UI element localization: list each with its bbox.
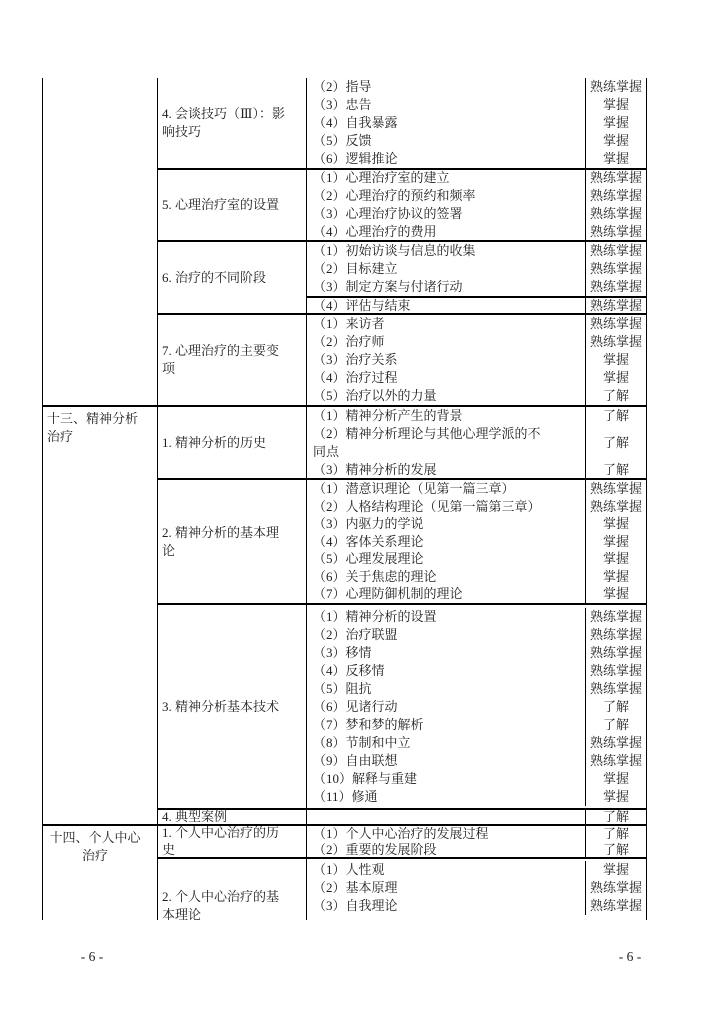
item-row [307,260,646,278]
subitem-text: （6）关于焦虑的理论 [313,568,437,584]
subitem-text: （2）目标建立 [313,260,398,276]
item-subgroup [307,241,646,296]
mastery-level: 熟练掌握 [585,608,646,626]
subitem-text: （3）忠告 [313,97,372,112]
item-row [307,78,646,96]
subitem-text: （5）反馈 [313,133,372,148]
topic-cell: 2. 精神分析的基本理论 [158,480,307,603]
section-blocks [158,826,646,920]
subitem-text: （4）客体关系理论 [313,533,424,549]
item-row [307,608,646,626]
subitem-text: （1）个人中心治疗的发展过程 [313,825,489,841]
section-row [43,405,646,824]
mastery-level: 熟练掌握 [585,205,646,223]
subitem-text: （2）精神分析理论与其他心理学派的不同点 [313,425,541,459]
item-row [307,333,646,351]
mastery-level: 掌握 [585,150,646,168]
item-list [307,480,646,603]
item-list [307,826,646,857]
subitem-text: （1）人性观 [313,862,385,877]
mastery-level: 熟练掌握 [585,480,646,498]
subitem-text: （5）治疗以外的力量 [313,388,437,403]
mastery-level: 熟练掌握 [585,315,646,333]
mastery-level: 了解 [585,842,646,858]
subitem-text: （1）潜意识理论（见第一篇三章） [313,481,515,497]
topic-block [158,313,646,405]
mastery-level: 了解 [585,826,646,842]
topic-block [158,407,646,478]
topic-block [158,808,646,824]
item-row [307,298,646,314]
subitem-text: （4）评估与结束 [313,298,411,313]
subitem-text: （6）见诸行动 [313,698,398,714]
item-row [307,788,646,806]
mastery-level: 熟练掌握 [585,734,646,752]
item-row [307,826,646,842]
item-row [307,861,646,879]
mastery-level: 熟练掌握 [585,278,646,296]
subitem-text: （2）治疗联盟 [313,626,398,642]
item-row [307,515,646,533]
mastery-level: 掌握 [585,861,646,879]
mastery-level: 熟练掌握 [585,223,646,241]
topic-cell: 4. 典型案例 [158,810,307,824]
item-row [307,680,646,698]
topic-cell: 3. 精神分析基本技术 [158,605,307,808]
item-row [307,114,646,132]
mastery-level: 熟练掌握 [585,187,646,205]
mastery-level: 掌握 [585,788,646,806]
subitem-text: （4）治疗过程 [313,370,398,385]
item-row [307,205,646,223]
mastery-level: 熟练掌握 [585,644,646,662]
item-row [307,498,646,516]
mastery-level: 掌握 [585,96,646,114]
subitem-text: （9）自由联想 [313,752,398,768]
mastery-level: 掌握 [585,515,646,533]
topic-block [158,168,646,240]
item-row [307,585,646,603]
topic-cell: 6. 治疗的不同阶段 [158,242,307,313]
subitem-text: （5）阻抗 [313,680,372,696]
mastery-level: 掌握 [585,369,646,387]
mastery-level: 了解 [585,810,646,824]
topic-block [158,240,646,313]
topic-block [158,78,646,168]
item-row [307,96,646,114]
section-blocks [158,78,646,405]
item-row [307,897,646,915]
subitem-text: （1）初始访谈与信息的收集 [313,242,476,258]
topic-cell: 4. 会谈技巧（Ⅲ）：影响技巧 [158,78,307,168]
item-row [307,150,646,168]
topic-block [158,857,646,920]
subitem-text: （3）自我理论 [313,898,398,913]
topic-cell: 2. 个人中心治疗的基本理论 [158,859,307,920]
subitem-text: （5）心理发展理论 [313,551,424,567]
item-list [307,315,646,405]
subitem-text: （7）梦和梦的解析 [313,716,424,732]
mastery-level: 熟练掌握 [585,260,646,278]
item-row [307,716,646,734]
mastery-level: 熟练掌握 [585,298,646,314]
item-row [307,734,646,752]
subitem-text [307,810,585,824]
topic-cell: 5. 心理治疗室的设置 [158,170,307,240]
mastery-level: 熟练掌握 [585,169,646,187]
section-row [43,824,646,920]
mastery-level: 掌握 [585,568,646,586]
item-row [307,626,646,644]
item-row [307,425,646,461]
mastery-level: 熟练掌握 [585,78,646,96]
subitem-text: （7）心理防御机制的理论 [313,586,463,602]
subitem-text: （10）解释与重建 [313,770,418,786]
item-row [307,644,646,662]
mastery-level: 了解 [585,407,646,425]
item-row [307,387,646,405]
mastery-level: 熟练掌握 [585,897,646,915]
topic-cell: 1. 个人中心治疗的历史 [158,826,307,857]
chapter-cell: 十三、精神分析治疗 [43,407,158,824]
subitem-text: （1）来访者 [313,316,385,331]
item-list [307,605,646,808]
mastery-level: 掌握 [585,533,646,551]
item-subgroup [307,296,646,314]
subitem-text: （8）节制和中立 [313,734,411,750]
item-row [307,223,646,241]
item-row [307,169,646,187]
item-row [307,351,646,369]
mastery-level: 掌握 [585,351,646,369]
chapter-cell [43,78,158,405]
item-row [307,698,646,716]
subitem-text: （1）心理治疗室的建立 [313,170,450,185]
mastery-level: 了解 [585,698,646,716]
item-row [307,278,646,296]
subitem-text: （3）治疗关系 [313,352,398,367]
subitem-text: （11）修通 [313,788,378,804]
mastery-level: 掌握 [585,132,646,150]
syllabus-table [42,78,647,920]
item-row [307,568,646,586]
section-row [43,78,646,405]
mastery-level: 掌握 [585,770,646,788]
topic-block [158,478,646,603]
mastery-level: 了解 [585,387,646,405]
subitem-text: （3）精神分析的发展 [313,461,437,477]
subitem-text: （1）精神分析的设置 [313,608,437,624]
section-blocks [158,407,646,824]
subitem-text: （2）重要的发展阶段 [313,841,437,857]
item-row [307,187,646,205]
mastery-level: 熟练掌握 [585,680,646,698]
item-list [307,170,646,240]
item-list [307,810,646,824]
mastery-level: 熟练掌握 [585,333,646,351]
subitem-text: （4）自我暴露 [313,115,398,130]
mastery-level: 熟练掌握 [585,498,646,516]
item-row [307,132,646,150]
subitem-text: （2）人格结构理论（见第一篇第三章） [313,498,541,514]
subitem-text: （2）心理治疗的预约和频率 [313,188,476,203]
subitem-text: （2）基本原理 [313,880,398,895]
item-list [307,859,646,920]
item-row [307,407,646,425]
item-row [307,810,646,824]
topic-cell: 1. 精神分析的历史 [158,407,307,478]
item-row [307,315,646,333]
subitem-text: （2）治疗师 [313,334,385,349]
item-row [307,842,646,858]
mastery-level: 熟练掌握 [585,752,646,770]
footer-page-number-left: - 6 - [80,949,104,964]
subitem-text: （6）逻辑推论 [313,151,398,166]
mastery-level: 熟练掌握 [585,662,646,680]
item-row [307,461,646,479]
topic-block [158,603,646,808]
subitem-text: （3）制定方案与付诸行动 [313,278,463,294]
mastery-level: 熟练掌握 [585,626,646,644]
item-list [307,407,646,478]
subitem-text: （1）精神分析产生的背景 [313,407,463,423]
mastery-level: 掌握 [585,550,646,568]
topic-block [158,826,646,857]
subitem-text: （3）心理治疗协议的签署 [313,206,463,221]
item-list [307,242,646,313]
subitem-text: （3）移情 [313,644,372,660]
subitem-text: （4）心理治疗的费用 [313,224,437,239]
mastery-level: 掌握 [585,585,646,603]
item-row [307,480,646,498]
mastery-level: 熟练掌握 [585,242,646,260]
item-row [307,242,646,260]
mastery-level: 了解 [585,716,646,734]
mastery-level: 熟练掌握 [585,879,646,897]
mastery-level: 掌握 [585,114,646,132]
item-row [307,770,646,788]
item-row [307,662,646,680]
subitem-text: （2）指导 [313,79,372,94]
mastery-level: 了解 [585,461,646,479]
item-row [307,879,646,897]
subitem-text: （4）反移情 [313,662,385,678]
item-row [307,550,646,568]
item-row [307,752,646,770]
topic-cell: 7. 心理治疗的主要变项 [158,315,307,405]
mastery-level: 了解 [585,425,646,461]
chapter-cell: 十四、个人中心治疗 [43,826,158,920]
footer-page-number-right: - 6 - [618,949,642,964]
subitem-text: （3）内驱力的学说 [313,516,424,532]
item-row [307,369,646,387]
item-row [307,533,646,551]
item-list [307,78,646,168]
